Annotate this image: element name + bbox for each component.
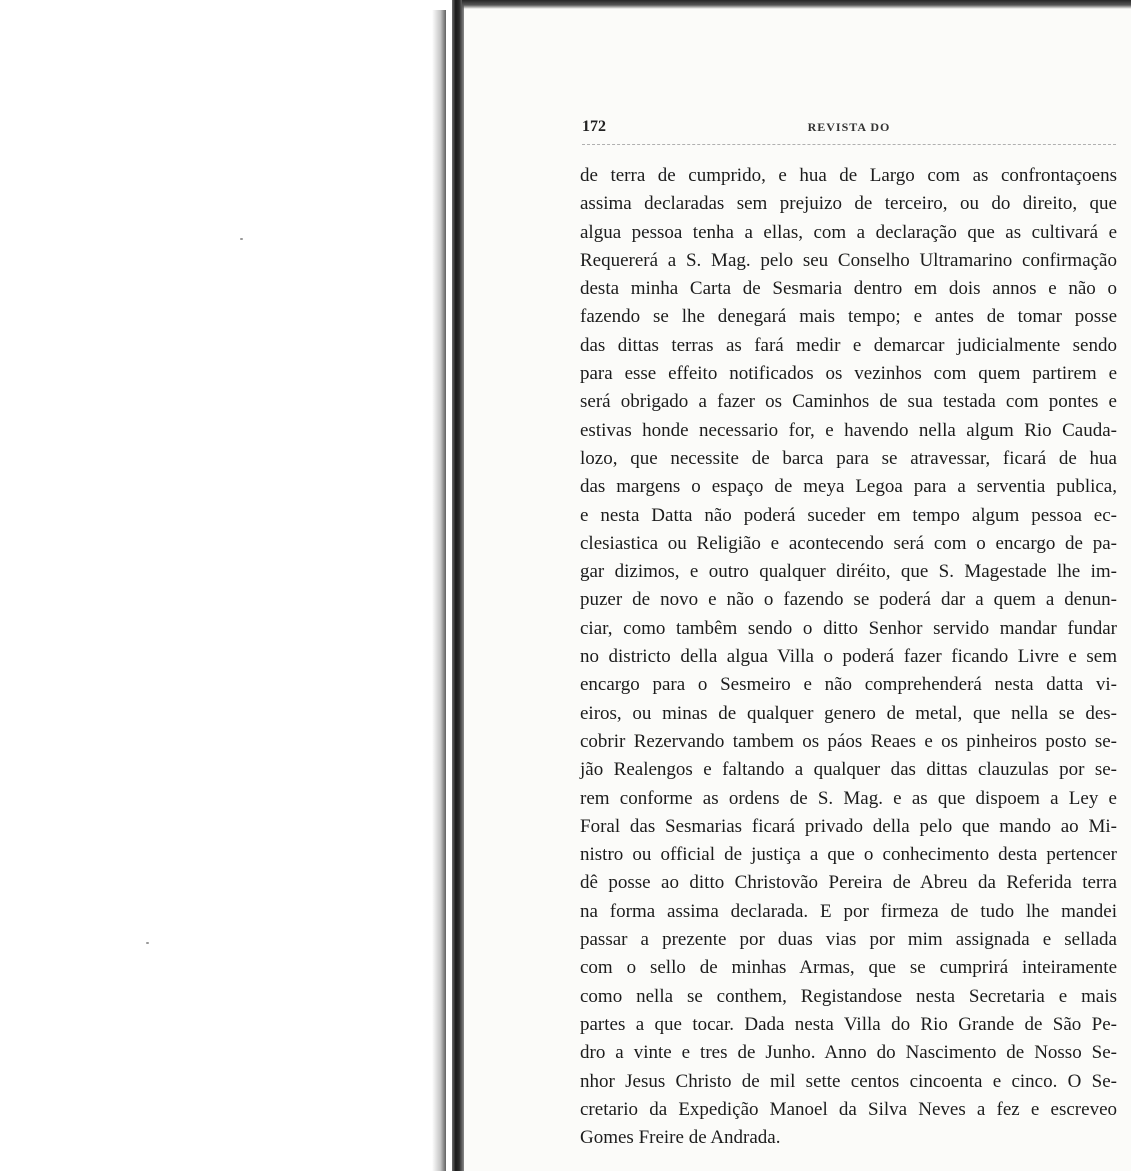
text-line: Foral das Sesmarias ficará privado della pelo que mando ao Mi-	[580, 815, 1117, 837]
text-line: das dittas terras as fará medir e demarcar judicialmente sendo	[580, 334, 1117, 356]
text-line: jão Realengos e faltando a qualquer das dittas clauzulas por se-	[580, 759, 1117, 781]
text-line: dro a vinte e tres de Junho. Anno do Nascimento de Nosso Se-	[580, 1042, 1117, 1064]
text-line: nhor Jesus Christo de mil sette centos cincoenta e cinco. O Se-	[580, 1070, 1117, 1092]
text-line: na forma assima declarada. E por firmeza de tudo lhe mandei	[580, 900, 1117, 922]
text-line: dê posse ao ditto Christovão Pereira de Abreu da Referida terra	[580, 872, 1117, 894]
book-spine	[452, 0, 464, 1171]
text-line: lozo, que necessite de barca para se atravessar, ficará de hua	[580, 447, 1117, 469]
text-line: cretario da Expedição Manoel da Silva Neves a fez e escreveo	[580, 1098, 1117, 1120]
text-line: encargo para o Sesmeiro e não comprehenderá nesta datta vi-	[580, 674, 1117, 696]
text-line: assima declaradas sem prejuizo de terceiro, ou do direito, que	[580, 193, 1117, 215]
text-line: e nesta Datta não poderá suceder em tempo algum pessoa ec-	[580, 504, 1117, 526]
text-line: nistro ou official de justiça a que o conhecimento desta pertencer	[580, 844, 1117, 866]
text-line: fazendo se lhe denegará mais tempo; e antes de tomar posse	[580, 306, 1117, 328]
text-line: Requererá a S. Mag. pelo seu Conselho Ultramarino confirmação	[580, 249, 1117, 271]
text-line: puzer de novo e não o fazendo se poderá dar a quem a denun-	[580, 589, 1117, 611]
text-line: das margens o espaço de meya Legoa para a serventia publica,	[580, 476, 1117, 498]
text-line: eiros, ou minas de qualquer genero de metal, que nella se des-	[580, 702, 1117, 724]
book-gutter-shadow	[432, 10, 446, 1171]
text-line: ciar, como tambêm sendo o ditto Senhor servido mandar fundar	[580, 617, 1117, 639]
page-number: 172	[582, 118, 606, 135]
text-line: para esse effeito notificados os vezinhos com quem partirem e	[580, 363, 1117, 385]
text-line: com o sello de minhas Armas, que se cumprirá inteiramente	[580, 957, 1117, 979]
text-line: partes a que tocar. Dada nesta Villa do Rio Grande de São Pe-	[580, 1013, 1117, 1035]
text-line: será obrigado a fazer os Caminhos de sua testada com pontes e	[580, 391, 1117, 413]
paper-speck	[146, 942, 149, 944]
text-line: no districto della algua Villa o poderá fazer ficando Livre e sem	[580, 646, 1117, 668]
text-line: algua pessoa tenha a ellas, com a declaração que as cultivará e	[580, 221, 1117, 243]
paper-speck	[240, 238, 243, 240]
text-line: cobrir Rezervando tambem os páos Reaes e os pinheiros posto se-	[580, 730, 1117, 752]
running-head: REVISTA DO	[807, 120, 891, 134]
text-line: como nella se conthem, Registandose nesta Secretaria e mais	[580, 985, 1117, 1007]
page-header	[582, 118, 1116, 144]
text-line: estivas honde necessario for, e havendo nella algum Rio Cauda-	[580, 419, 1117, 441]
header-rule	[582, 144, 1116, 146]
text-line: passar a prezente por duas vias por mim assignada e sellada	[580, 929, 1117, 951]
text-line: rem conforme as ordens de S. Mag. e as que dispoem a Ley e	[580, 787, 1117, 809]
body-text	[580, 162, 1117, 1152]
text-line: clesiastica ou Religião e acontecendo será com o encargo de pa-	[580, 532, 1117, 554]
text-line: de terra de cumprido, e hua de Largo com as confrontaçoens	[580, 165, 1117, 186]
text-line: desta minha Carta de Sesmaria dentro em dois annos e não o	[580, 278, 1117, 300]
text-line: gar dizimos, e outro qualquer diréito, que S. Magestade lhe im-	[580, 561, 1117, 583]
text-line: Gomes Freire de Andrada.	[580, 1127, 781, 1149]
page-top-edge	[462, 0, 1131, 9]
